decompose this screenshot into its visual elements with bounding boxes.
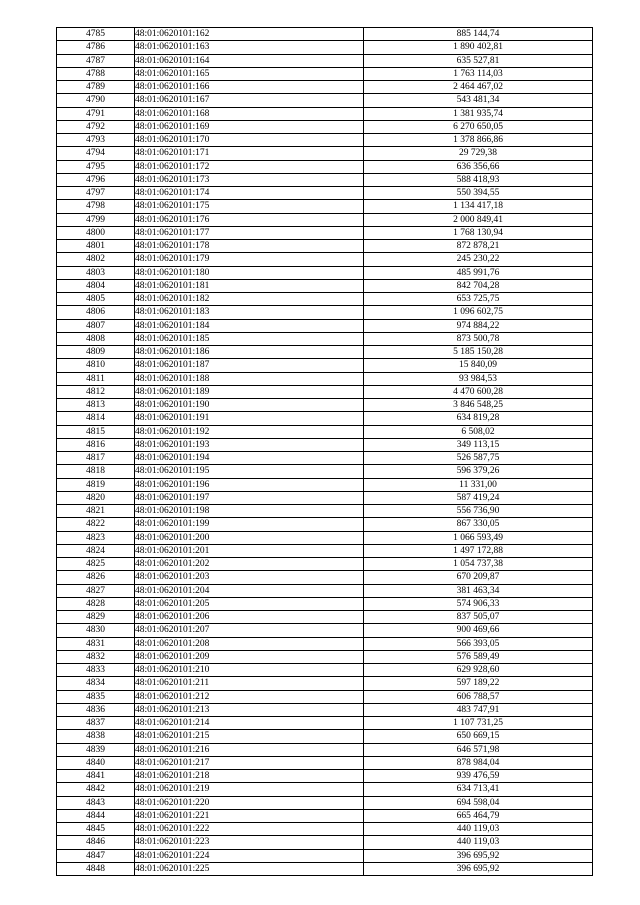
table-row	[57, 465, 593, 478]
row-number-cell: 4816	[57, 438, 135, 451]
cadastral-value-cell: 1 378 866,86	[364, 134, 593, 147]
cadastral-value-table	[56, 27, 593, 876]
row-number-cell: 4793	[57, 134, 135, 147]
cadastral-value-cell: 670 209,87	[364, 571, 593, 584]
cadastral-value-cell: 900 469,66	[364, 624, 593, 637]
table-row	[57, 796, 593, 809]
cadastral-value-cell: 3 846 548,25	[364, 399, 593, 412]
table-row	[57, 279, 593, 292]
row-number-cell: 4812	[57, 385, 135, 398]
cadastral-number-cell: 48:01:0620101:165	[135, 67, 364, 80]
table-row	[57, 478, 593, 491]
cadastral-value-cell: 11 331,00	[364, 478, 593, 491]
table-row	[57, 783, 593, 796]
table-row	[57, 452, 593, 465]
table-row	[57, 611, 593, 624]
cadastral-value-cell: 1 134 417,18	[364, 200, 593, 213]
row-number-cell: 4846	[57, 836, 135, 849]
row-number-cell: 4829	[57, 611, 135, 624]
table-row	[57, 253, 593, 266]
table-row	[57, 770, 593, 783]
row-number-cell: 4818	[57, 465, 135, 478]
table-row	[57, 319, 593, 332]
row-number-cell: 4804	[57, 279, 135, 292]
table-row	[57, 677, 593, 690]
cadastral-value-cell: 483 747,91	[364, 703, 593, 716]
row-number-cell: 4827	[57, 584, 135, 597]
row-number-cell: 4814	[57, 412, 135, 425]
cadastral-number-cell: 48:01:0620101:197	[135, 491, 364, 504]
cadastral-number-cell: 48:01:0620101:176	[135, 213, 364, 226]
row-number-cell: 4785	[57, 28, 135, 41]
cadastral-number-cell: 48:01:0620101:199	[135, 518, 364, 531]
cadastral-value-cell: 396 695,92	[364, 849, 593, 862]
cadastral-number-cell: 48:01:0620101:179	[135, 253, 364, 266]
cadastral-number-cell: 48:01:0620101:194	[135, 452, 364, 465]
cadastral-number-cell: 48:01:0620101:214	[135, 717, 364, 730]
row-number-cell: 4822	[57, 518, 135, 531]
table-row	[57, 438, 593, 451]
cadastral-number-cell: 48:01:0620101:195	[135, 465, 364, 478]
cadastral-number-cell: 48:01:0620101:224	[135, 849, 364, 862]
table-row	[57, 306, 593, 319]
cadastral-value-cell: 556 736,90	[364, 505, 593, 518]
table-row	[57, 213, 593, 226]
row-number-cell: 4815	[57, 425, 135, 438]
table-row	[57, 240, 593, 253]
cadastral-value-cell: 574 906,33	[364, 597, 593, 610]
table-row	[57, 862, 593, 875]
table-row	[57, 28, 593, 41]
cadastral-value-cell: 885 144,74	[364, 28, 593, 41]
row-number-cell: 4817	[57, 452, 135, 465]
cadastral-value-cell: 381 463,34	[364, 584, 593, 597]
table-row	[57, 187, 593, 200]
row-number-cell: 4794	[57, 147, 135, 160]
cadastral-value-cell: 1 497 172,88	[364, 544, 593, 557]
table-row	[57, 332, 593, 345]
cadastral-number-cell: 48:01:0620101:183	[135, 306, 364, 319]
table-row	[57, 849, 593, 862]
row-number-cell: 4838	[57, 730, 135, 743]
cadastral-value-cell: 526 587,75	[364, 452, 593, 465]
cadastral-value-cell: 634 713,41	[364, 783, 593, 796]
table-row	[57, 134, 593, 147]
cadastral-value-cell: 1 890 402,81	[364, 41, 593, 54]
row-number-cell: 4847	[57, 849, 135, 862]
row-number-cell: 4799	[57, 213, 135, 226]
table-row	[57, 425, 593, 438]
cadastral-number-cell: 48:01:0620101:207	[135, 624, 364, 637]
row-number-cell: 4844	[57, 809, 135, 822]
table-row	[57, 558, 593, 571]
row-number-cell: 4787	[57, 54, 135, 67]
cadastral-number-cell: 48:01:0620101:177	[135, 226, 364, 239]
cadastral-value-cell: 636 356,66	[364, 160, 593, 173]
cadastral-number-cell: 48:01:0620101:191	[135, 412, 364, 425]
cadastral-number-cell: 48:01:0620101:210	[135, 664, 364, 677]
table-row	[57, 571, 593, 584]
row-number-cell: 4824	[57, 544, 135, 557]
row-number-cell: 4788	[57, 67, 135, 80]
table-row	[57, 107, 593, 120]
row-number-cell: 4823	[57, 531, 135, 544]
table-row	[57, 690, 593, 703]
row-number-cell: 4802	[57, 253, 135, 266]
cadastral-number-cell: 48:01:0620101:167	[135, 94, 364, 107]
cadastral-number-cell: 48:01:0620101:169	[135, 120, 364, 133]
cadastral-number-cell: 48:01:0620101:163	[135, 41, 364, 54]
cadastral-number-cell: 48:01:0620101:186	[135, 346, 364, 359]
row-number-cell: 4801	[57, 240, 135, 253]
cadastral-number-cell: 48:01:0620101:168	[135, 107, 364, 120]
cadastral-number-cell: 48:01:0620101:217	[135, 756, 364, 769]
cadastral-number-cell: 48:01:0620101:221	[135, 809, 364, 822]
row-number-cell: 4821	[57, 505, 135, 518]
table-row	[57, 266, 593, 279]
table-row	[57, 173, 593, 186]
cadastral-number-cell: 48:01:0620101:223	[135, 836, 364, 849]
cadastral-value-cell: 245 230,22	[364, 253, 593, 266]
cadastral-value-cell: 566 393,05	[364, 637, 593, 650]
cadastral-number-cell: 48:01:0620101:208	[135, 637, 364, 650]
cadastral-value-cell: 873 500,78	[364, 332, 593, 345]
row-number-cell: 4805	[57, 293, 135, 306]
cadastral-value-cell: 665 464,79	[364, 809, 593, 822]
table-row	[57, 743, 593, 756]
cadastral-value-cell: 4 470 600,28	[364, 385, 593, 398]
row-number-cell: 4808	[57, 332, 135, 345]
row-number-cell: 4841	[57, 770, 135, 783]
cadastral-number-cell: 48:01:0620101:187	[135, 359, 364, 372]
table-row	[57, 717, 593, 730]
table-body	[57, 28, 593, 876]
cadastral-number-cell: 48:01:0620101:171	[135, 147, 364, 160]
table-row	[57, 81, 593, 94]
row-number-cell: 4830	[57, 624, 135, 637]
cadastral-value-cell: 550 394,55	[364, 187, 593, 200]
row-number-cell: 4828	[57, 597, 135, 610]
cadastral-number-cell: 48:01:0620101:219	[135, 783, 364, 796]
row-number-cell: 4790	[57, 94, 135, 107]
table-row	[57, 823, 593, 836]
cadastral-number-cell: 48:01:0620101:204	[135, 584, 364, 597]
row-number-cell: 4839	[57, 743, 135, 756]
cadastral-value-cell: 440 119,03	[364, 823, 593, 836]
row-number-cell: 4819	[57, 478, 135, 491]
table-row	[57, 836, 593, 849]
cadastral-number-cell: 48:01:0620101:181	[135, 279, 364, 292]
row-number-cell: 4795	[57, 160, 135, 173]
cadastral-number-cell: 48:01:0620101:180	[135, 266, 364, 279]
cadastral-number-cell: 48:01:0620101:164	[135, 54, 364, 67]
cadastral-number-cell: 48:01:0620101:202	[135, 558, 364, 571]
table-row	[57, 584, 593, 597]
cadastral-number-cell: 48:01:0620101:220	[135, 796, 364, 809]
row-number-cell: 4820	[57, 491, 135, 504]
cadastral-value-cell: 646 571,98	[364, 743, 593, 756]
table-row	[57, 597, 593, 610]
cadastral-number-cell: 48:01:0620101:209	[135, 650, 364, 663]
cadastral-number-cell: 48:01:0620101:190	[135, 399, 364, 412]
row-number-cell: 4807	[57, 319, 135, 332]
row-number-cell: 4826	[57, 571, 135, 584]
cadastral-number-cell: 48:01:0620101:196	[135, 478, 364, 491]
cadastral-value-cell: 694 598,04	[364, 796, 593, 809]
row-number-cell: 4835	[57, 690, 135, 703]
cadastral-number-cell: 48:01:0620101:175	[135, 200, 364, 213]
table-row	[57, 359, 593, 372]
cadastral-number-cell: 48:01:0620101:189	[135, 385, 364, 398]
cadastral-number-cell: 48:01:0620101:206	[135, 611, 364, 624]
table-row	[57, 160, 593, 173]
row-number-cell: 4837	[57, 717, 135, 730]
row-number-cell: 4836	[57, 703, 135, 716]
cadastral-value-cell: 974 884,22	[364, 319, 593, 332]
cadastral-value-cell: 1 768 130,94	[364, 226, 593, 239]
table-row	[57, 120, 593, 133]
table-row	[57, 518, 593, 531]
cadastral-number-cell: 48:01:0620101:166	[135, 81, 364, 94]
cadastral-value-cell: 596 379,26	[364, 465, 593, 478]
table-row	[57, 54, 593, 67]
cadastral-value-cell: 1 763 114,03	[364, 67, 593, 80]
row-number-cell: 4803	[57, 266, 135, 279]
table-row	[57, 650, 593, 663]
table-row	[57, 147, 593, 160]
cadastral-value-cell: 349 113,15	[364, 438, 593, 451]
cadastral-value-cell: 653 725,75	[364, 293, 593, 306]
row-number-cell: 4798	[57, 200, 135, 213]
row-number-cell: 4789	[57, 81, 135, 94]
row-number-cell: 4786	[57, 41, 135, 54]
row-number-cell: 4843	[57, 796, 135, 809]
cadastral-value-cell: 15 840,09	[364, 359, 593, 372]
cadastral-value-cell: 1 107 731,25	[364, 717, 593, 730]
cadastral-value-cell: 629 928,60	[364, 664, 593, 677]
table-row	[57, 372, 593, 385]
cadastral-number-cell: 48:01:0620101:222	[135, 823, 364, 836]
row-number-cell: 4813	[57, 399, 135, 412]
cadastral-value-cell: 867 330,05	[364, 518, 593, 531]
cadastral-value-cell: 939 476,59	[364, 770, 593, 783]
table-row	[57, 385, 593, 398]
row-number-cell: 4848	[57, 862, 135, 875]
row-number-cell: 4797	[57, 187, 135, 200]
cadastral-number-cell: 48:01:0620101:170	[135, 134, 364, 147]
row-number-cell: 4791	[57, 107, 135, 120]
cadastral-number-cell: 48:01:0620101:174	[135, 187, 364, 200]
cadastral-number-cell: 48:01:0620101:172	[135, 160, 364, 173]
cadastral-value-cell: 6 508,02	[364, 425, 593, 438]
cadastral-value-cell: 576 589,49	[364, 650, 593, 663]
cadastral-value-cell: 29 729,38	[364, 147, 593, 160]
table-row	[57, 505, 593, 518]
table-row	[57, 544, 593, 557]
row-number-cell: 4831	[57, 637, 135, 650]
table-row	[57, 809, 593, 822]
table-row	[57, 226, 593, 239]
table-row	[57, 624, 593, 637]
table-row	[57, 730, 593, 743]
cadastral-number-cell: 48:01:0620101:225	[135, 862, 364, 875]
cadastral-value-cell: 440 119,03	[364, 836, 593, 849]
cadastral-number-cell: 48:01:0620101:193	[135, 438, 364, 451]
row-number-cell: 4806	[57, 306, 135, 319]
cadastral-value-cell: 634 819,28	[364, 412, 593, 425]
row-number-cell: 4811	[57, 372, 135, 385]
cadastral-value-cell: 93 984,53	[364, 372, 593, 385]
cadastral-value-cell: 6 270 650,05	[364, 120, 593, 133]
cadastral-number-cell: 48:01:0620101:173	[135, 173, 364, 186]
cadastral-value-cell: 650 669,15	[364, 730, 593, 743]
row-number-cell: 4796	[57, 173, 135, 186]
row-number-cell: 4810	[57, 359, 135, 372]
cadastral-value-cell: 878 984,04	[364, 756, 593, 769]
cadastral-value-cell: 635 527,81	[364, 54, 593, 67]
row-number-cell: 4792	[57, 120, 135, 133]
cadastral-number-cell: 48:01:0620101:182	[135, 293, 364, 306]
cadastral-number-cell: 48:01:0620101:212	[135, 690, 364, 703]
table-row	[57, 67, 593, 80]
table-row	[57, 703, 593, 716]
cadastral-value-cell: 588 418,93	[364, 173, 593, 186]
cadastral-number-cell: 48:01:0620101:162	[135, 28, 364, 41]
table-row	[57, 346, 593, 359]
row-number-cell: 4809	[57, 346, 135, 359]
cadastral-number-cell: 48:01:0620101:205	[135, 597, 364, 610]
cadastral-number-cell: 48:01:0620101:213	[135, 703, 364, 716]
cadastral-number-cell: 48:01:0620101:218	[135, 770, 364, 783]
cadastral-value-cell: 2 000 849,41	[364, 213, 593, 226]
cadastral-value-cell: 5 185 150,28	[364, 346, 593, 359]
cadastral-number-cell: 48:01:0620101:188	[135, 372, 364, 385]
table-row	[57, 531, 593, 544]
row-number-cell: 4845	[57, 823, 135, 836]
cadastral-number-cell: 48:01:0620101:215	[135, 730, 364, 743]
cadastral-value-cell: 872 878,21	[364, 240, 593, 253]
cadastral-value-cell: 1 066 593,49	[364, 531, 593, 544]
cadastral-value-cell: 396 695,92	[364, 862, 593, 875]
cadastral-value-cell: 2 464 467,02	[364, 81, 593, 94]
cadastral-number-cell: 48:01:0620101:211	[135, 677, 364, 690]
row-number-cell: 4840	[57, 756, 135, 769]
row-number-cell: 4842	[57, 783, 135, 796]
cadastral-number-cell: 48:01:0620101:216	[135, 743, 364, 756]
cadastral-number-cell: 48:01:0620101:200	[135, 531, 364, 544]
cadastral-value-cell: 1 054 737,38	[364, 558, 593, 571]
table-row	[57, 41, 593, 54]
cadastral-number-cell: 48:01:0620101:198	[135, 505, 364, 518]
cadastral-value-cell: 543 481,34	[364, 94, 593, 107]
cadastral-number-cell: 48:01:0620101:201	[135, 544, 364, 557]
row-number-cell: 4832	[57, 650, 135, 663]
row-number-cell: 4800	[57, 226, 135, 239]
table-row	[57, 756, 593, 769]
cadastral-number-cell: 48:01:0620101:185	[135, 332, 364, 345]
cadastral-number-cell: 48:01:0620101:184	[135, 319, 364, 332]
row-number-cell: 4825	[57, 558, 135, 571]
cadastral-number-cell: 48:01:0620101:178	[135, 240, 364, 253]
table-row	[57, 491, 593, 504]
table-row	[57, 293, 593, 306]
row-number-cell: 4833	[57, 664, 135, 677]
table-row	[57, 412, 593, 425]
cadastral-value-cell: 597 189,22	[364, 677, 593, 690]
cadastral-value-cell: 837 505,07	[364, 611, 593, 624]
cadastral-value-cell: 606 788,57	[364, 690, 593, 703]
cadastral-number-cell: 48:01:0620101:192	[135, 425, 364, 438]
row-number-cell: 4834	[57, 677, 135, 690]
cadastral-value-cell: 1 381 935,74	[364, 107, 593, 120]
cadastral-value-cell: 587 419,24	[364, 491, 593, 504]
cadastral-value-cell: 485 991,76	[364, 266, 593, 279]
table-row	[57, 637, 593, 650]
table-row	[57, 664, 593, 677]
cadastral-value-cell: 1 096 602,75	[364, 306, 593, 319]
table-row	[57, 200, 593, 213]
table-row	[57, 399, 593, 412]
table-row	[57, 94, 593, 107]
cadastral-number-cell: 48:01:0620101:203	[135, 571, 364, 584]
cadastral-value-cell: 842 704,28	[364, 279, 593, 292]
